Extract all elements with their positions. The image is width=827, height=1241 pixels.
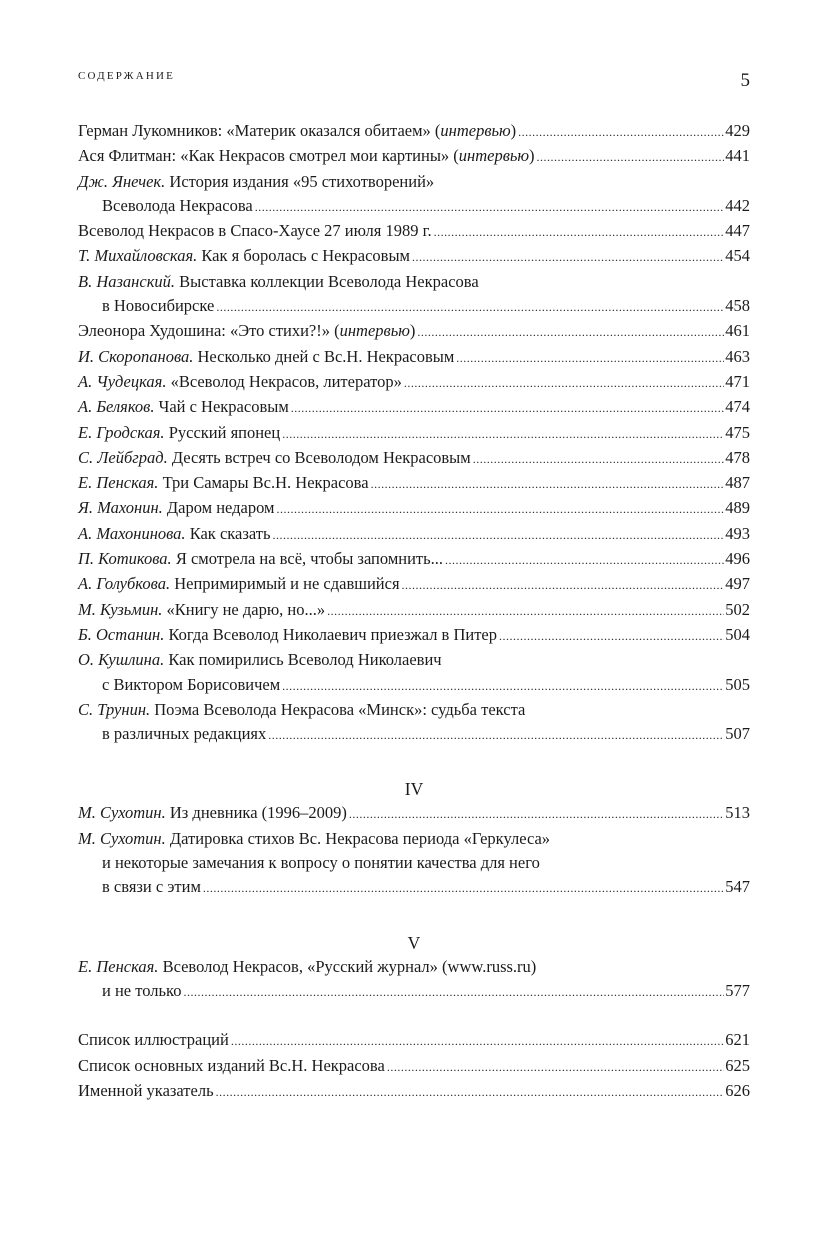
dot-leader <box>216 295 724 319</box>
toc-entry[interactable] <box>78 522 750 547</box>
toc-entry[interactable] <box>78 801 750 826</box>
entry-page-number: 625 <box>725 1055 750 1075</box>
toc-entry-line <box>78 446 750 471</box>
toc-entry[interactable] <box>78 244 750 269</box>
toc-entry-line <box>78 827 750 851</box>
dot-leader <box>291 396 724 420</box>
toc-entry[interactable] <box>78 446 750 471</box>
entry-title: Список основных изданий Вс.Н. Некрасова <box>78 1055 385 1075</box>
entry-title: и не только <box>102 980 182 1000</box>
toc-entry-line <box>78 673 750 698</box>
toc-entry-line <box>78 1028 750 1053</box>
toc-entry-line <box>78 1054 750 1079</box>
toc-entry-line <box>78 270 750 294</box>
entry-title: А. Беляков. Чай с Некрасовым <box>78 397 289 417</box>
toc-entry[interactable] <box>78 1028 750 1053</box>
entry-title: Элеонора Худошина: «Это стихи?!» (интервью) <box>78 321 416 341</box>
entry-page-number: 441 <box>725 146 750 166</box>
entry-author: Я. Махонин. <box>78 498 163 518</box>
entry-title: Список иллюстраций <box>78 1030 229 1050</box>
entry-title: П. Котикова. Я смотрела на всё, чтобы запомнить... <box>78 549 444 569</box>
entry-title: в различных редакциях <box>102 724 267 744</box>
toc-entry-line <box>78 955 750 979</box>
section-heading: V <box>407 932 421 953</box>
entry-page-number: 461 <box>725 321 750 341</box>
entry-title: Герман Лукомников: «Материк оказался обитаем» (интервью) <box>78 121 517 140</box>
dot-leader <box>255 195 725 219</box>
entry-author: М. Кузьмин. <box>78 599 163 619</box>
toc-entry-line <box>78 345 750 370</box>
entry-title: И. Скоропанова. Несколько дней с Вс.Н. Некрасовым <box>78 346 455 366</box>
toc-entry[interactable] <box>78 1054 750 1079</box>
dot-leader <box>537 145 725 169</box>
toc-entry-line <box>78 648 750 672</box>
entry-page-number: 447 <box>725 221 750 241</box>
entry-title: Всеволод Некрасов в Спасо-Хаусе 27 июля 1989 г. <box>78 221 432 241</box>
toc-entry[interactable] <box>78 623 750 648</box>
dot-leader <box>282 674 724 698</box>
entry-note: интервью <box>440 121 511 140</box>
entry-title: в Новосибирске <box>102 296 215 316</box>
toc-entry[interactable] <box>78 598 750 623</box>
toc-entry-line <box>78 395 750 420</box>
entry-page-number: 458 <box>725 296 750 316</box>
toc-entry[interactable] <box>78 955 750 1005</box>
toc-entry[interactable] <box>78 219 750 244</box>
dot-leader <box>404 371 724 395</box>
toc-entry-line <box>78 547 750 572</box>
entry-title: Всеволода Некрасова <box>102 195 253 215</box>
toc-entry-line <box>78 1079 750 1104</box>
entry-title: в связи с этим <box>102 877 201 897</box>
entry-page-number: 454 <box>725 246 750 266</box>
entry-page-number: 507 <box>725 724 750 744</box>
entry-title: Б. Останин. Когда Всеволод Николаевич приезжал в Питер <box>78 624 497 644</box>
toc-entry-line <box>78 875 750 900</box>
entry-page-number: 547 <box>725 877 750 897</box>
entry-title: С. Лейбград. Десять встреч со Всеволодом Некрасовым <box>78 447 471 467</box>
entry-author: Е. Пенская. <box>78 473 159 493</box>
toc-entry-line <box>78 370 750 395</box>
entry-author: Дж. Янечек. <box>78 171 166 191</box>
dot-leader <box>327 599 724 623</box>
entry-page-number: 497 <box>725 574 750 594</box>
entry-title: Я. Махонин. Даром недаром <box>78 498 275 518</box>
entry-note: интервью <box>339 321 410 341</box>
toc-entry-line <box>78 979 750 1004</box>
dot-leader <box>183 980 724 1004</box>
toc-entry-line <box>78 698 750 722</box>
entry-author: С. Трунин. <box>78 699 151 719</box>
entry-page-number: 478 <box>725 447 750 467</box>
toc-entry-line <box>78 572 750 597</box>
entry-author: И. Скоропанова. <box>78 346 194 366</box>
entry-title: Т. Михайловская. Как я боролась с Некрасовым <box>78 246 410 266</box>
entry-title: О. Кушлина. Как помирились Всеволод Николаевич <box>78 650 442 670</box>
entry-author: Т. Михайловская. <box>78 246 198 266</box>
toc-entry[interactable] <box>78 144 750 169</box>
dot-leader <box>268 723 724 747</box>
toc-entry-line <box>78 170 750 194</box>
section-spacer <box>78 747 750 777</box>
toc-entry[interactable] <box>78 319 750 344</box>
entry-author: Е. Пенская. <box>78 956 159 976</box>
entry-page-number: 621 <box>725 1030 750 1050</box>
entry-title: В. Назанский. Выставка коллекции Всеволода Некрасова <box>78 271 479 291</box>
entry-title: М. Сухотин. Из дневника (1996–2009) <box>78 803 347 823</box>
toc-entry-line <box>78 522 750 547</box>
dot-leader <box>499 624 724 648</box>
entry-page-number: 502 <box>725 599 750 619</box>
toc-entry-line <box>78 194 750 219</box>
entry-author: П. Котикова. <box>78 549 172 569</box>
toc-entry[interactable] <box>78 421 750 446</box>
entry-author: М. Сухотин. <box>78 803 166 823</box>
entry-page-number: 429 <box>725 121 750 140</box>
entry-author: В. Назанский. <box>78 271 176 291</box>
dot-leader <box>371 472 725 496</box>
entry-page-number: 487 <box>725 473 750 493</box>
dot-leader <box>417 320 724 344</box>
entry-title: А. Голубкова. Непримиримый и не сдавшийся <box>78 574 400 594</box>
toc-entry-line <box>78 144 750 169</box>
dot-leader <box>203 876 724 900</box>
entry-page-number: 463 <box>725 346 750 366</box>
dot-leader <box>402 573 725 597</box>
entry-page-number: 496 <box>725 549 750 569</box>
toc-entry-line <box>78 219 750 244</box>
entry-title: с Виктором Борисовичем <box>102 674 281 694</box>
toc-entry[interactable] <box>78 698 750 748</box>
entry-title: Е. Пенская. Три Самары Вс.Н. Некрасова <box>78 473 369 493</box>
entry-title: Дж. Янечек. История издания «95 стихотворений» <box>78 171 435 191</box>
table-of-contents <box>78 119 750 1104</box>
dot-leader <box>231 1029 724 1053</box>
toc-entry-line <box>78 598 750 623</box>
entry-author: А. Голубкова. <box>78 574 171 594</box>
toc-entry-line <box>78 244 750 269</box>
toc-entry[interactable] <box>78 395 750 420</box>
toc-entry[interactable] <box>78 648 750 698</box>
dot-leader <box>216 1080 725 1104</box>
toc-entry[interactable] <box>78 496 750 521</box>
entry-page-number: 493 <box>725 523 750 543</box>
entry-author: М. Сухотин. <box>78 828 166 848</box>
toc-entry[interactable] <box>78 1079 750 1104</box>
entry-title: А. Махонинова. Как сказать <box>78 523 271 543</box>
entry-title: М. Кузьмин. «Книгу не дарю, но...» <box>78 599 326 619</box>
toc-entry[interactable] <box>78 471 750 496</box>
toc-entry[interactable] <box>78 572 750 597</box>
dot-leader <box>282 422 724 446</box>
entry-title: Именной указатель <box>78 1080 214 1100</box>
toc-entry-line <box>78 471 750 496</box>
dot-leader <box>273 523 725 547</box>
toc-entry-line <box>78 623 750 648</box>
entry-page-number: 442 <box>725 195 750 215</box>
entry-page-number: 471 <box>725 371 750 391</box>
entry-page-number: 475 <box>725 422 750 442</box>
dot-leader <box>518 120 724 144</box>
entry-author: О. Кушлина. <box>78 650 165 670</box>
toc-entry-line <box>78 319 750 344</box>
section-spacer <box>78 901 750 931</box>
dot-leader <box>445 548 724 572</box>
entry-author: С. Лейбград. <box>78 447 168 467</box>
toc-entry-line <box>78 722 750 747</box>
dot-leader <box>412 245 724 269</box>
toc-entry[interactable] <box>78 547 750 572</box>
toc-entry[interactable] <box>78 827 750 901</box>
entry-author: А. Махонинова. <box>78 523 186 543</box>
toc-entry[interactable] <box>78 370 750 395</box>
entry-author: А. Чудецкая. <box>78 371 167 391</box>
toc-entry-line <box>78 496 750 521</box>
entry-author: Б. Останин. <box>78 624 165 644</box>
toc-entry[interactable] <box>78 170 750 220</box>
toc-entry-line <box>78 851 750 875</box>
toc-entry[interactable] <box>78 119 750 144</box>
toc-entry-line <box>78 294 750 319</box>
section-heading: IV <box>404 779 424 800</box>
entry-page-number: 577 <box>725 980 750 1000</box>
entry-page-number: 626 <box>725 1080 750 1100</box>
toc-entry-line <box>78 801 750 826</box>
entry-page-number: 489 <box>725 498 750 518</box>
dot-leader <box>456 346 724 370</box>
section-spacer <box>78 1004 750 1028</box>
dot-leader <box>473 447 725 471</box>
entry-page-number: 474 <box>725 397 750 417</box>
entry-page-number: 505 <box>725 674 750 694</box>
page-number: 5 <box>740 70 750 91</box>
entry-title: Е. Пенская. Всеволод Некрасов, «Русский журнал» (www.russ.ru) <box>78 956 537 976</box>
entry-title: Е. Гродская. Русский японец <box>78 422 281 442</box>
entry-title: и некоторые замечания к вопросу о понятии качества для него <box>102 853 540 873</box>
dot-leader <box>434 220 725 244</box>
entry-author: А. Беляков. <box>78 397 155 417</box>
toc-entry[interactable] <box>78 345 750 370</box>
entry-note: интервью <box>458 146 530 166</box>
running-head: СОДЕРЖАНИЕ <box>78 70 176 82</box>
toc-entry-line <box>78 119 750 144</box>
entry-page-number: 504 <box>725 624 750 644</box>
dot-leader <box>387 1055 724 1079</box>
toc-entry[interactable] <box>78 270 750 320</box>
dot-leader <box>277 497 725 521</box>
entry-title: Ася Флитман: «Как Некрасов смотрел мои картины» (интервью) <box>78 146 535 166</box>
entry-title: А. Чудецкая. «Всеволод Некрасов, литератор» <box>78 371 402 391</box>
entry-page-number: 513 <box>725 803 750 823</box>
dot-leader <box>349 802 724 826</box>
entry-author: Е. Гродская. <box>78 422 165 442</box>
entry-title: М. Сухотин. Датировка стихов Вс. Некрасова периода «Геркулеса» <box>78 828 551 848</box>
toc-entry-line <box>78 421 750 446</box>
entry-title: С. Трунин. Поэма Всеволода Некрасова «Минск»: судьба текста <box>78 699 526 719</box>
